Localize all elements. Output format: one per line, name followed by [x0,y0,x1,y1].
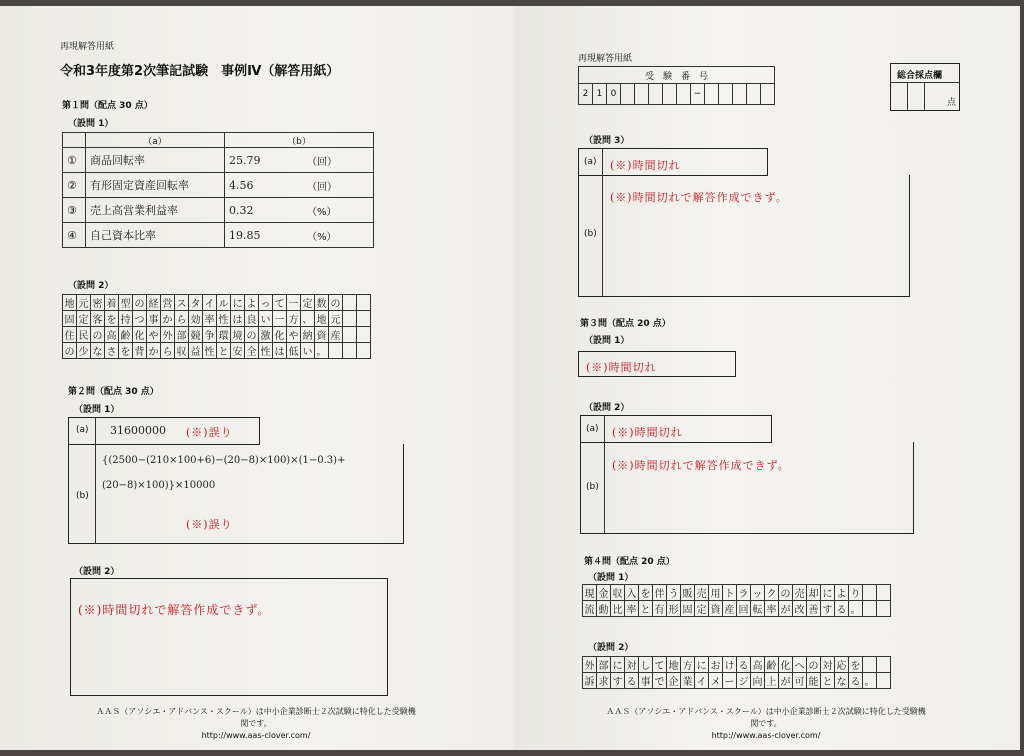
q4-sub2-answer-grid [582,656,891,689]
exam-digit-cell [635,84,649,105]
answer-row: 訴 求 す る 事 で 企 業 イ メ ー ジ 向 上 が 可 能 と な る 。 [583,673,891,689]
q2-sub1-b-line1: {(2500−(210×100+6)−(20−8)×100)×(1−0.3)+ [102,455,346,466]
footer [606,706,926,742]
exam-digit-cell: − [691,84,705,105]
q3-heading: 第３問（配点 20 点） [580,319,671,329]
q4-heading: 第４問（配点 20 点） [584,557,675,567]
exam-digit-cell [663,84,677,105]
table-row [63,148,374,173]
page-label: 再現解答用紙 [60,42,115,52]
answer-sheet-left [0,6,514,750]
unit: （回） [303,173,374,198]
a-label: (a) [76,425,89,435]
q3-sub1-label: （設問 1） [584,336,630,346]
q3-sub2-a-note: (※)時間切れ [612,426,683,439]
col-a-header: （a） [86,133,225,148]
footer [96,706,416,742]
q2-sub1-a-note: (※)誤り [186,426,233,439]
answer-row: 外 部 に 対 し て 地 方 に お け る 高 齢 化 へ の 対 応 を [583,657,891,673]
unit: （%） [303,223,374,248]
q1-sub2-answer-grid [62,294,371,359]
footer-text: ＡＡＳ（アソシエ・アドバンス・スクール）は中小企業診断士２次試験に特化した受験機関です。 [96,707,416,728]
answer-b: 25.79 [225,148,304,173]
table-row [63,198,374,223]
row-number: ② [63,173,86,198]
footer-text: ＡＡＳ（アソシエ・アドバンス・スクール）は中小企業診断士２次試験に特化した受験機関です。 [606,707,926,728]
q4-sub2-label: （設問 2） [588,643,634,653]
answer-row: 住 民 の 高 齢 化 や 外 部 競 争 環 境 の 激 化 や 納 資 産 [63,327,371,343]
answer-a: 有形固定資産回転率 [86,173,225,198]
q3-sub2-b-note: (※)時間切れで解答作成できず。 [612,459,790,472]
b-label: (b) [584,229,597,239]
total-score-label: 総合採点欄 [897,71,943,81]
q2-sub2-label: （設問 2） [74,567,120,577]
q2-sub3-label: （設問 3） [584,136,630,146]
exam-number-label: 受 験 番 号 [579,67,775,84]
exam-digit-cell [677,84,691,105]
q4-sub1-label: （設問 1） [588,573,634,583]
answer-row: 固 定 客 を 持 つ 事 か ら 効 率 性 は 良 い 一 方 、 地 元 [63,311,371,327]
q1-sub2-label: （設問 2） [68,281,114,291]
q2-sub3-b-note: (※)時間切れで解答作成できず。 [610,191,788,204]
answer-row: 地 元 密 着 型 の 経 営 ス タ イ ル に よ っ て 一 定 数 の [63,295,371,311]
unit: （%） [303,198,374,223]
q2-sub1-b-line2: (20−8)×100)}×10000 [102,480,216,491]
row-number: ④ [63,223,86,248]
q3-sub2-b-box [580,442,914,534]
footer-url: http://www.aas-clover.com/ [201,731,311,740]
b-label: (b) [76,491,89,501]
exam-digit-cell: 0 [607,84,621,105]
col-b-header: （b） [225,133,374,148]
q2-sub2-note: (※)時間切れで解答作成できず。 [78,603,271,617]
exam-digit-cell [705,84,719,105]
a-label: (a) [586,424,599,434]
q2-sub2-answer-box [70,578,388,696]
q3-sub1-note: (※)時間切れ [586,361,657,374]
answer-row: 流 動 比 率 と 有 形 固 定 資 産 回 転 率 が 改 善 す る 。 [583,601,891,617]
q2-heading: 第２問（配点 30 点） [68,387,159,397]
answer-b: 0.32 [225,198,304,223]
answer-a: 売上高営業利益率 [86,198,225,223]
page-title: 令和3年度第2次筆記試験 事例Ⅳ（解答用紙） [60,64,340,79]
q3-sub2-label: （設問 2） [584,403,630,413]
answer-a: 商品回転率 [86,148,225,173]
q4-sub1-answer-grid [582,584,891,617]
answer-row: 現 金 収 入 を 伴 う 販 売 用 ト ラ ッ ク の 売 却 に よ り [583,585,891,601]
row-number: ③ [63,198,86,223]
a-label: (a) [584,157,597,167]
exam-digit-cell: 2 [579,84,593,105]
q2-sub1-a-answer: 31600000 [110,424,166,437]
answer-sheet-right [514,6,1020,750]
exam-digit-cell [621,84,635,105]
answer-b: 4.56 [225,173,304,198]
table-row [63,223,374,248]
exam-digit-cell [761,84,775,105]
page-label: 再現解答用紙 [578,54,633,64]
q2-sub1-b-note: (※)誤り [186,518,233,531]
exam-digit-cell: 1 [593,84,607,105]
score-unit: 点 [947,98,957,108]
exam-number-table [578,66,775,105]
table-row [63,173,374,198]
unit: （回） [303,148,374,173]
exam-digit-cell [747,84,761,105]
answer-row: の 少 な さ を 背 か ら 収 益 性 と 安 全 性 は 低 い 。 [63,343,371,359]
b-label: (b) [586,482,599,492]
row-number: ① [63,148,86,173]
footer-url: http://www.aas-clover.com/ [711,731,821,740]
answer-b: 19.85 [225,223,304,248]
q1-sub1-table [62,132,374,248]
exam-digit-cell [719,84,733,105]
q1-heading: 第１問（配点 30 点） [62,101,153,111]
q2-sub1-label: （設問 1） [74,405,120,415]
q2-sub3-a-note: (※)時間切れ [610,159,681,172]
exam-digit-cell [649,84,663,105]
q1-sub1-label: （設問 1） [68,119,114,129]
exam-digit-cell [733,84,747,105]
answer-a: 自己資本比率 [86,223,225,248]
